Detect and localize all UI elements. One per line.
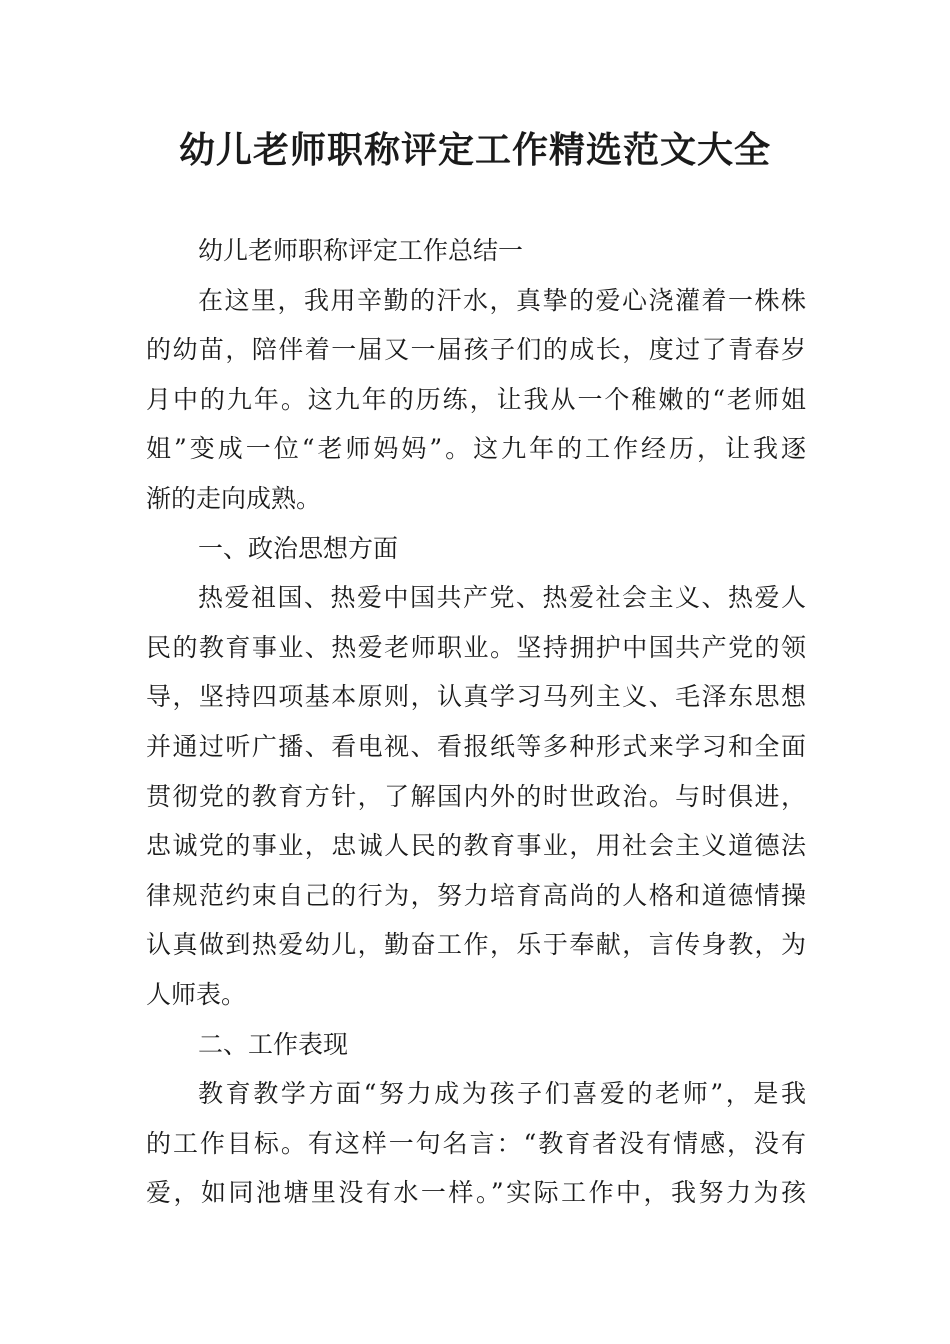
text-line: 在这里，我用辛勤的汗水，真挚的爱心浇灌着一株株	[198, 285, 806, 315]
text-line: 民的教育事业、热爱老师职业。坚持拥护中国共产党的领	[146, 632, 806, 662]
text-line: 的幼苗，陪伴着一届又一届孩子们的成长，度过了青春岁	[146, 335, 806, 365]
text-line: 一、政治思想方面	[198, 533, 399, 563]
text-line: 爱，如同池塘里没有水一样。”实际工作中，我努力为孩	[146, 1178, 806, 1208]
text-line: 律规范约束自己的行为，努力培育高尚的人格和道德情操	[146, 880, 806, 910]
text-line: 并通过听广播、看电视、看报纸等多种形式来学习和全面	[146, 731, 806, 761]
text-line: 教育教学方面“努力成为孩子们喜爱的老师”，是我	[198, 1079, 806, 1109]
document-body	[146, 226, 806, 1218]
text-line: 人师表。	[146, 979, 247, 1009]
text-line: 二、工作表现	[198, 1029, 349, 1059]
text-line: 幼儿老师职称评定工作总结一	[198, 236, 524, 265]
text-line: 姐”变成一位“老师妈妈”。这九年的工作经历，让我逐	[146, 434, 806, 464]
text-line: 认真做到热爱幼儿，勤奋工作，乐于奉献，言传身教，为	[146, 930, 806, 960]
text-line: 导，坚持四项基本原则，认真学习马列主义、毛泽东思想	[146, 682, 806, 712]
document-title: 幼儿老师职称评定工作精选范文大全	[178, 130, 771, 171]
text-line: 的工作目标。有这样一句名言：“教育者没有情感，没有	[146, 1128, 806, 1158]
text-line: 渐的走向成熟。	[146, 483, 322, 513]
text-line: 热爱祖国、热爱中国共产党、热爱社会主义、热爱人	[198, 583, 806, 613]
text-line: 贯彻党的教育方针，了解国内外的时世政治。与时俱进，	[146, 781, 806, 811]
text-line: 忠诚党的事业，忠诚人民的教育事业，用社会主义道德法	[146, 831, 806, 861]
text-line: 月中的九年。这九年的历练，让我从一个稚嫩的“老师姐	[146, 384, 806, 414]
